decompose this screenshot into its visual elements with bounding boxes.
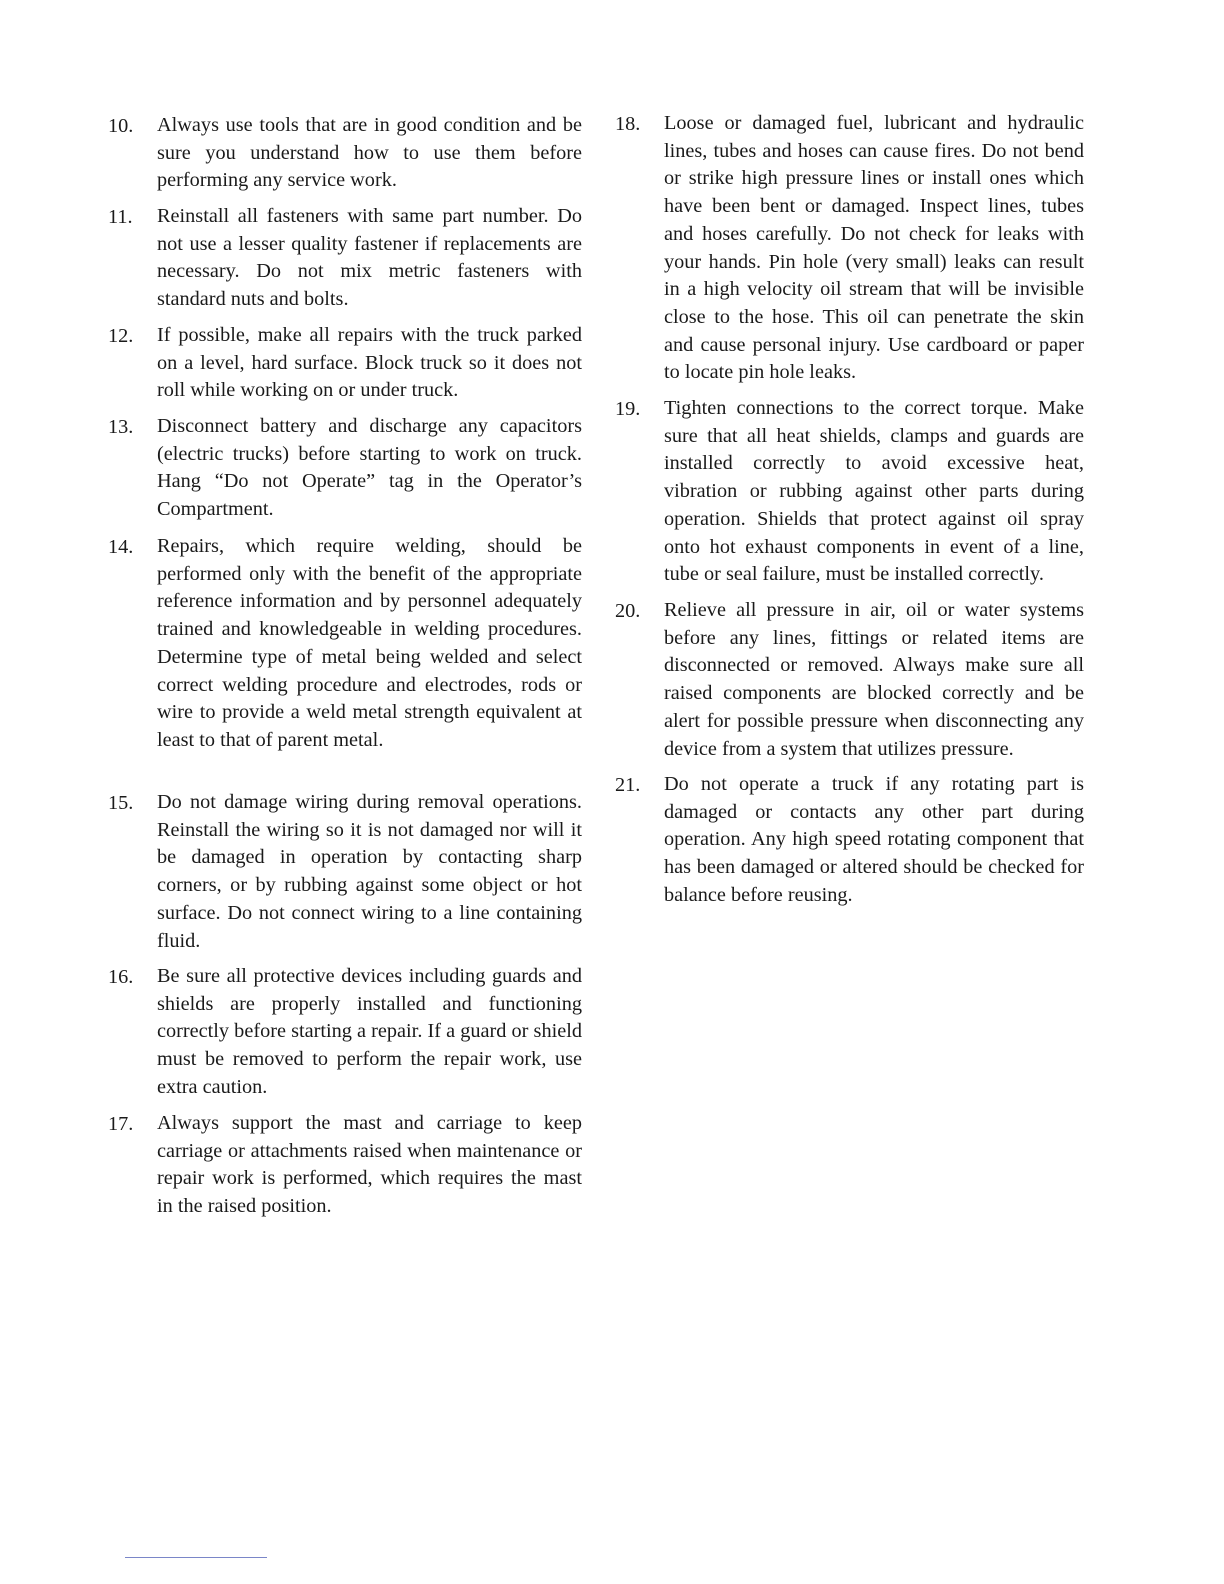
item-text: Always support the mast and carriage to keep carriage or attachments raised when maintenance or repair work is performed, which requires the mast in the raised position. [157, 1112, 582, 1218]
item-number: 20. [615, 600, 641, 622]
footer-rule [125, 1557, 267, 1558]
item-number: 17. [108, 1113, 134, 1135]
item-text: Relieve all pressure in air, oil or water systems before any lines, fittings or related items are disconnected or removed. Always make sure all raised components are blocked correctly and be alert for possible pressure when disconnecting any device from a system that utilizes pressure. [664, 599, 1084, 760]
item-text: Repairs, which require welding, should be performed only with the benefit of the appropriate reference information and by personnel adequately trained and knowledgeable in welding procedures. Determine type of metal being welded and select correct welding procedure and electrodes, rods or wire to provide a weld metal strength equivalent at least to that of parent metal. [157, 535, 582, 751]
item-text: Tighten connections to the correct torque. Make sure that all heat shields, clamps and guards are installed correctly to avoid excessive heat, vibration or rubbing against other parts during operation. Shields that protect against oil spray onto hot exhaust components in event of a line, tube or seal failure, must be installed correctly. [664, 397, 1084, 586]
item-number: 16. [108, 966, 134, 988]
item-number: 14. [108, 536, 134, 558]
item-number: 15. [108, 792, 134, 814]
item-text: If possible, make all repairs with the truck parked on a level, hard surface. Block truck so it does not roll while working on or under truck. [157, 324, 582, 402]
item-number: 13. [108, 416, 134, 438]
item-number: 12. [108, 325, 134, 347]
item-text: Disconnect battery and discharge any capacitors (electric trucks) before starting to work on truck. Hang “Do not Operate” tag in the Operator’s Compartment. [157, 415, 582, 521]
item-number: 11. [108, 206, 133, 228]
item-text: Always use tools that are in good condition and be sure you understand how to use them before performing any service work. [157, 114, 582, 192]
item-number: 10. [108, 115, 134, 137]
item-text: Do not operate a truck if any rotating part is damaged or contacts any other part during operation. Any high speed rotating component that has been damaged or altered should be checked for balance before reusing. [664, 773, 1084, 906]
item-number: 18. [615, 113, 641, 135]
item-text: Loose or damaged fuel, lubricant and hydraulic lines, tubes and hoses can cause fires. Do not bend or strike high pressure lines or install ones which have been bent or damaged. Inspect lines, tubes and hoses carefully. Do not check for leaks with your hands. Pin hole (very small) leaks can result in a high velocity oil stream that will be invisible close to the hose. This oil can penetrate the skin and cause personal injury. Use cardboard or paper to locate pin hole leaks. [664, 112, 1084, 384]
item-number: 21. [615, 774, 641, 796]
item-number: 19. [615, 398, 641, 420]
item-text: Be sure all protective devices including guards and shields are properly installed and functioning correctly before starting a repair. If a guard or shield must be removed to perform the repair work, use extra caution. [157, 965, 582, 1098]
item-text: Reinstall all fasteners with same part number. Do not use a lesser quality fastener if replacements are necessary. Do not mix metric fasteners with standard nuts and bolts. [157, 205, 582, 311]
item-text: Do not damage wiring during removal operations. Reinstall the wiring so it is not damaged nor will it be damaged in operation by contacting sharp corners, or by rubbing against some object or hot surface. Do not connect wiring to a line containing fluid. [157, 791, 582, 952]
